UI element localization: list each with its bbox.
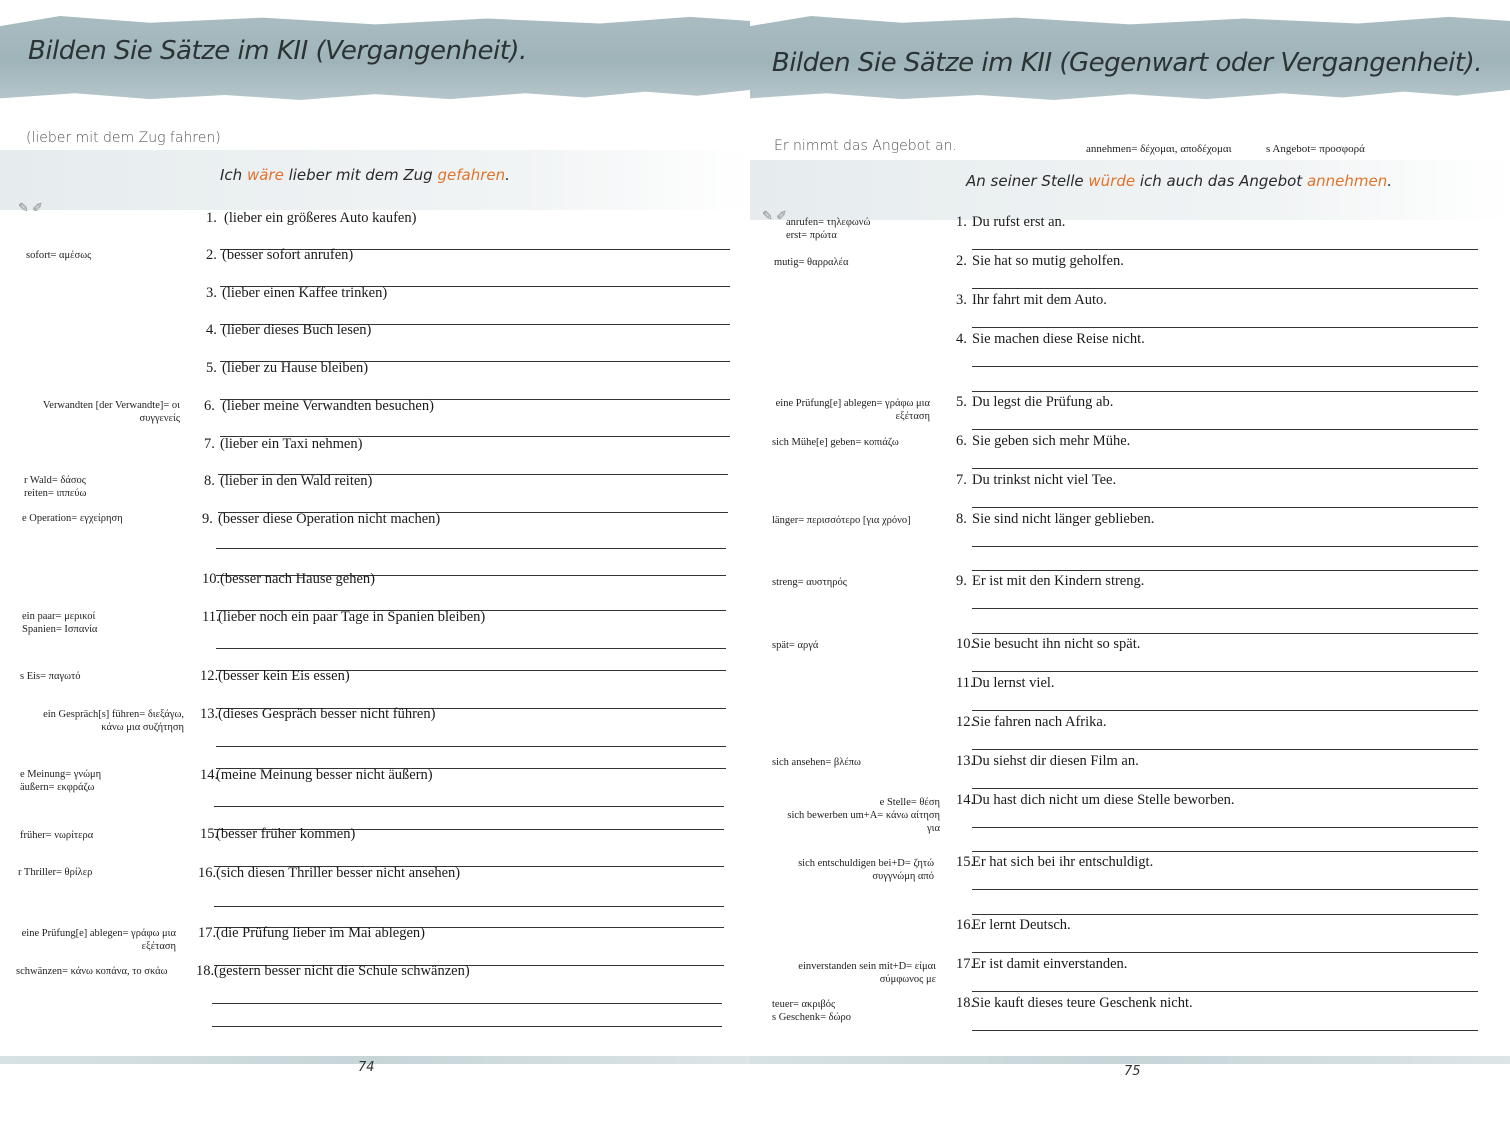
page-number: 74 <box>358 1060 375 1075</box>
exercise-number: 3. <box>206 285 217 301</box>
answer-line[interactable] <box>972 851 1478 852</box>
answer-line[interactable] <box>972 1030 1478 1031</box>
vocab-note: streng= αυστηρός <box>772 577 847 588</box>
vocab-note: schwänzen= κάνω κοπάνα, το σκάω <box>16 966 168 977</box>
exercise-number: 7. <box>204 436 215 452</box>
answer-line[interactable] <box>972 827 1478 828</box>
answer-line[interactable] <box>972 366 1478 367</box>
answer-line[interactable] <box>972 468 1478 469</box>
answer-line[interactable] <box>972 507 1478 508</box>
answer-line[interactable] <box>972 429 1478 430</box>
exercise-text: (lieber dieses Buch lesen) <box>222 322 372 338</box>
exercise-text: (die Prüfung lieber im Mai ablegen) <box>216 925 425 941</box>
page-title: Bilden Sie Sätze im KII (Vergangenheit). <box>28 36 527 66</box>
exercise-number: 18. <box>196 963 215 979</box>
answer-line[interactable] <box>972 391 1478 392</box>
vocab-note: früher= νωρίτερα <box>20 830 94 841</box>
exercise-text: Du rufst erst an. <box>972 214 1066 230</box>
exercise-text: Er ist damit einverstanden. <box>972 956 1128 972</box>
example-prompt: (lieber mit dem Zug fahren) <box>26 130 221 146</box>
vocab-note: e Stelle= θέση sich bewerben um+A= κάνω αίτηση για <box>787 797 940 834</box>
vocab-note: s Eis= παγωτό <box>20 671 81 682</box>
answer-line[interactable] <box>972 546 1478 547</box>
answer-line[interactable] <box>216 746 726 747</box>
answer-line[interactable] <box>214 906 724 907</box>
exercise-text: Sie fahren nach Afrika. <box>972 714 1107 730</box>
exercise-text: (lieber noch ein paar Tage in Spanien bleiben) <box>218 609 486 625</box>
exercise-number: 6. <box>204 398 215 414</box>
exercise-text: Er lernt Deutsch. <box>972 917 1071 933</box>
vocab-note: sich entschuldigen bei+D= ζητώ συγγνώμη από <box>798 858 934 882</box>
answer-line[interactable] <box>972 788 1478 789</box>
example-answer: An seiner Stelle würde ich auch das Angebot annehmen. <box>966 172 1393 190</box>
exercise-number: 10. <box>202 571 221 587</box>
exercise-text: Sie machen diese Reise nicht. <box>972 331 1145 347</box>
answer-line[interactable] <box>212 1026 722 1027</box>
exercise-number: 15. <box>956 854 975 870</box>
exercise-number: 12. <box>956 714 975 730</box>
exercise-number: 9. <box>956 573 967 589</box>
page-title: Bilden Sie Sätze im KII (Gegenwart oder Vergangenheit). <box>771 48 1482 78</box>
vocab-note: Verwandten [der Verwandte]= οι συγγενείς <box>42 400 180 424</box>
answer-line[interactable] <box>972 710 1478 711</box>
vocab-note: e Operation= εγχείρηση <box>22 513 123 524</box>
exercise-text: (lieber einen Kaffee trinken) <box>222 285 388 301</box>
answer-line[interactable] <box>216 648 726 649</box>
exercise-number: 4. <box>956 331 967 347</box>
left-page <box>0 0 750 1123</box>
example-answer: Ich wäre lieber mit dem Zug gefahren. <box>220 166 510 184</box>
vocab-note: ein paar= μερικοί Spanien= Ισπανία <box>22 611 98 635</box>
exercise-text: (gestern besser nicht die Schule schwänzen) <box>214 963 470 979</box>
exercise-number: 4. <box>206 322 217 338</box>
exercise-text: (besser früher kommen) <box>216 826 356 842</box>
exercise-number: 11. <box>956 675 974 691</box>
vocab-note: sich ansehen= βλέπω <box>772 757 861 768</box>
right-page <box>750 0 1510 1123</box>
exercise-text: (besser sofort anrufen) <box>222 247 354 263</box>
exercise-number: 1. <box>206 210 217 226</box>
footer-band <box>750 1056 1510 1064</box>
exercise-number: 14. <box>956 792 975 808</box>
exercise-text: (lieber meine Verwandten besuchen) <box>222 398 434 414</box>
pencil-icon: ✎ ✐ <box>18 200 44 215</box>
exercise-text: Sie sind nicht länger geblieben. <box>972 511 1155 527</box>
vocab-note: r Wald= δάσος reiten= ιππεύω <box>24 475 87 499</box>
exercise-number: 10. <box>956 636 975 652</box>
exercise-text: (lieber ein Taxi nehmen) <box>220 436 363 452</box>
exercise-text: Er hat sich bei ihr entschuldigt. <box>972 854 1154 870</box>
answer-line[interactable] <box>214 806 724 807</box>
exercise-number: 16. <box>198 865 217 881</box>
exercise-text: (dieses Gespräch besser nicht führen) <box>218 706 436 722</box>
example-band <box>750 160 1508 220</box>
vocab-note: spät= αργά <box>772 640 819 651</box>
exercise-text: Du legst die Prüfung ab. <box>972 394 1114 410</box>
exercise-number: 12. <box>200 668 219 684</box>
exercise-number: 8. <box>204 473 215 489</box>
exercise-number: 3. <box>956 292 967 308</box>
exercise-text: (meine Meinung besser nicht äußern) <box>216 767 433 783</box>
answer-line[interactable] <box>972 633 1478 634</box>
vocab-note: s Angebot= προσφορά <box>1266 143 1365 155</box>
answer-line[interactable] <box>216 548 726 549</box>
answer-line[interactable] <box>972 608 1478 609</box>
exercise-number: 14. <box>200 767 219 783</box>
exercise-number: 9. <box>202 511 213 527</box>
exercise-number: 16. <box>956 917 975 933</box>
exercise-number: 17. <box>198 925 217 941</box>
vocab-note: sich Mühe[e] geben= κοπιάζω <box>772 437 899 448</box>
vocab-note: eine Prüfung[e] ablegen= γράφω μια εξέταση <box>21 928 176 952</box>
exercise-text: Ihr fahrt mit dem Auto. <box>972 292 1107 308</box>
exercise-text: (lieber in den Wald reiten) <box>220 473 373 489</box>
vocab-note: r Thriller= θρίλερ <box>18 867 93 878</box>
answer-line[interactable] <box>972 991 1478 992</box>
vocab-note: sofort= αμέσως <box>26 250 92 261</box>
answer-line[interactable] <box>972 671 1478 672</box>
exercise-text: Du siehst dir diesen Film an. <box>972 753 1139 769</box>
vocab-note: annehmen= δέχομαι, αποδέχομαι <box>1086 143 1232 155</box>
exercise-number: 8. <box>956 511 967 527</box>
page-number: 75 <box>1124 1064 1141 1079</box>
exercise-number: 17. <box>956 956 975 972</box>
exercise-text: (lieber zu Hause bleiben) <box>222 360 369 376</box>
pencil-icon: ✎ ✐ <box>762 208 788 223</box>
exercise-text: Du lernst viel. <box>972 675 1055 691</box>
exercise-text: Du trinkst nicht viel Tee. <box>972 472 1117 488</box>
vocab-note: teuer= ακριβός s Geschenk= δώρο <box>772 999 852 1023</box>
answer-line[interactable] <box>972 952 1478 953</box>
exercise-number: 5. <box>956 394 967 410</box>
exercise-number: 7. <box>956 472 967 488</box>
vocab-note: eine Prüfung[e] ablegen= γράφω μια εξέταση <box>775 398 930 422</box>
vocab-note: ein Gespräch[s] führen= διεξάγω, κάνω μια συζήτηση <box>43 709 184 733</box>
exercise-text: Du hast dich nicht um diese Stelle beworben. <box>972 792 1235 808</box>
answer-line[interactable] <box>972 288 1478 289</box>
exercise-number: 2. <box>956 253 967 269</box>
exercise-number: 13. <box>200 706 219 722</box>
exercise-number: 6. <box>956 433 967 449</box>
example-prompt: Er nimmt das Angebot an. <box>774 138 957 154</box>
vocab-note: länger= περισσότερο [για χρόνο] <box>772 515 911 526</box>
answer-line[interactable] <box>972 327 1478 328</box>
exercise-text: (besser kein Eis essen) <box>218 668 350 684</box>
exercise-number: 2. <box>206 247 217 263</box>
exercise-text: Sie besucht ihn nicht so spät. <box>972 636 1141 652</box>
exercise-text: Sie hat so mutig geholfen. <box>972 253 1124 269</box>
exercise-text: (lieber ein größeres Auto kaufen) <box>224 210 417 226</box>
exercise-number: 5. <box>206 360 217 376</box>
vocab-note: e Meinung= γνώμη äußern= εκφράζω <box>20 769 102 793</box>
exercise-text: (sich diesen Thriller besser nicht ansehen) <box>216 865 461 881</box>
vocab-note: mutig= θαρραλέα <box>774 257 849 268</box>
exercise-text: (besser nach Hause gehen) <box>220 571 375 587</box>
exercise-text: Er ist mit den Kindern streng. <box>972 573 1145 589</box>
answer-line[interactable] <box>972 749 1478 750</box>
answer-line[interactable] <box>972 889 1478 890</box>
exercise-text: Sie geben sich mehr Mühe. <box>972 433 1131 449</box>
answer-line[interactable] <box>212 1003 722 1004</box>
answer-line[interactable] <box>972 249 1478 250</box>
exercise-number: 15. <box>200 826 219 842</box>
exercise-number: 11. <box>202 609 220 625</box>
answer-line[interactable] <box>972 914 1478 915</box>
exercise-number: 13. <box>956 753 975 769</box>
exercise-number: 1. <box>956 214 967 230</box>
footer-band <box>0 1056 750 1064</box>
answer-line[interactable] <box>972 570 1478 571</box>
vocab-note: einverstanden sein mit+D= είμαι σύμφωνος με <box>798 961 936 985</box>
exercise-text: (besser diese Operation nicht machen) <box>218 511 441 527</box>
vocab-note: anrufen= τηλεφωνώ erst= πρώτα <box>786 217 871 241</box>
exercise-text: Sie kauft dieses teure Geschenk nicht. <box>972 995 1193 1011</box>
exercise-number: 18. <box>956 995 975 1011</box>
